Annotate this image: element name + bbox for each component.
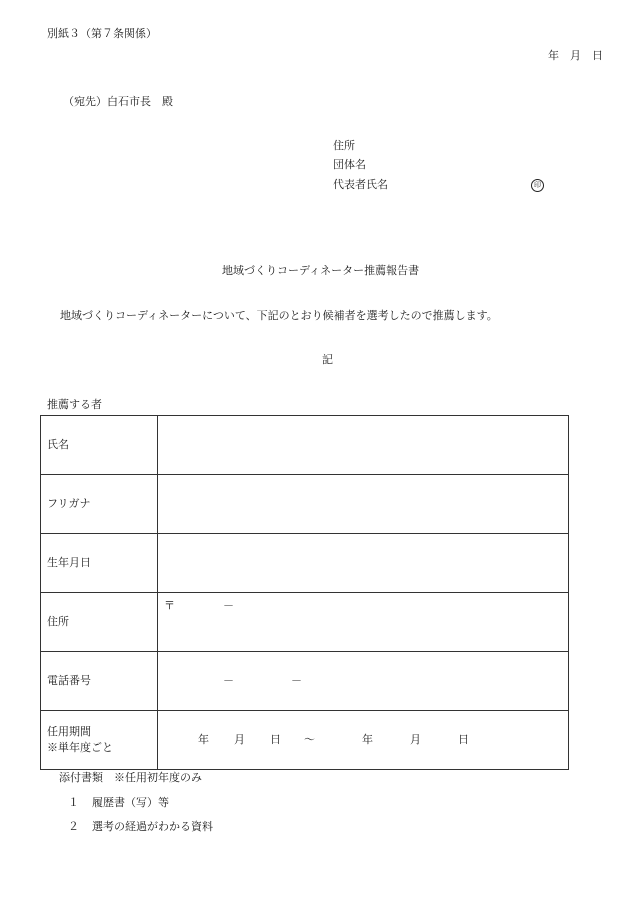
table-row — [41, 534, 569, 593]
term-start-year: 年 — [198, 733, 209, 746]
section-label: 推薦する者 — [47, 398, 102, 411]
birthdate-cell[interactable] — [158, 534, 569, 593]
intro-text: 地域づくりコーディネーターについて、下記のとおり候補者を選考したので推薦します。 — [60, 309, 498, 322]
term-label — [41, 711, 158, 770]
seal-stamp: 印 — [531, 179, 544, 192]
address-cell[interactable] — [158, 593, 569, 652]
postal-mark: 〒 — [164, 599, 175, 612]
term-label-line2: ※単年度ごと — [47, 741, 113, 754]
applicant-address-label: 住所 — [333, 139, 355, 152]
term-label-line1: 任用期間 — [47, 724, 91, 738]
annex-label: 別紙３（第７条関係） — [47, 27, 157, 40]
term-start-day: 日 — [270, 733, 281, 746]
table-row — [41, 593, 569, 652]
applicant-rep-label: 代表者氏名 — [333, 178, 388, 191]
table-row — [41, 416, 569, 475]
phone-label: 電話番号 — [41, 652, 158, 711]
term-tilde: ～ — [304, 733, 315, 746]
name-cell[interactable] — [158, 416, 569, 475]
attachment-item-2-text: 選考の経過がわかる資料 — [92, 820, 213, 833]
ki-heading: 記 — [322, 353, 333, 366]
attachment-item-1-num: １ — [68, 796, 79, 809]
address-label: 住所 — [41, 593, 158, 652]
name-label: 氏名 — [41, 416, 158, 475]
phone-cell[interactable] — [158, 652, 569, 711]
table-row — [41, 475, 569, 534]
addressee: （宛先）白石市長 殿 — [63, 95, 173, 108]
postal-dash: － — [223, 599, 234, 612]
phone-dash-1: － — [223, 674, 234, 687]
furigana-label: フリガナ — [41, 475, 158, 534]
term-cell[interactable] — [158, 711, 569, 770]
attachment-item-2-num: ２ — [68, 820, 79, 833]
table-row — [41, 652, 569, 711]
birthdate-label: 生年月日 — [41, 534, 158, 593]
attachments-heading: 添付書類 ※任用初年度のみ — [59, 771, 202, 784]
term-end-day: 日 — [458, 733, 469, 746]
phone-dash-2: － — [291, 674, 302, 687]
term-start-month: 月 — [234, 733, 245, 746]
date-field: 年 月 日 — [548, 49, 603, 62]
term-end-year: 年 — [362, 733, 373, 746]
attachment-item-1-text: 履歴書（写）等 — [92, 796, 169, 809]
applicant-group-label: 団体名 — [333, 158, 366, 171]
document-title: 地域づくりコーディネーター推薦報告書 — [222, 264, 420, 277]
table-row — [41, 711, 569, 770]
nominee-table — [40, 415, 569, 770]
furigana-cell[interactable] — [158, 475, 569, 534]
term-end-month: 月 — [410, 733, 421, 746]
seal-mark — [531, 178, 544, 192]
